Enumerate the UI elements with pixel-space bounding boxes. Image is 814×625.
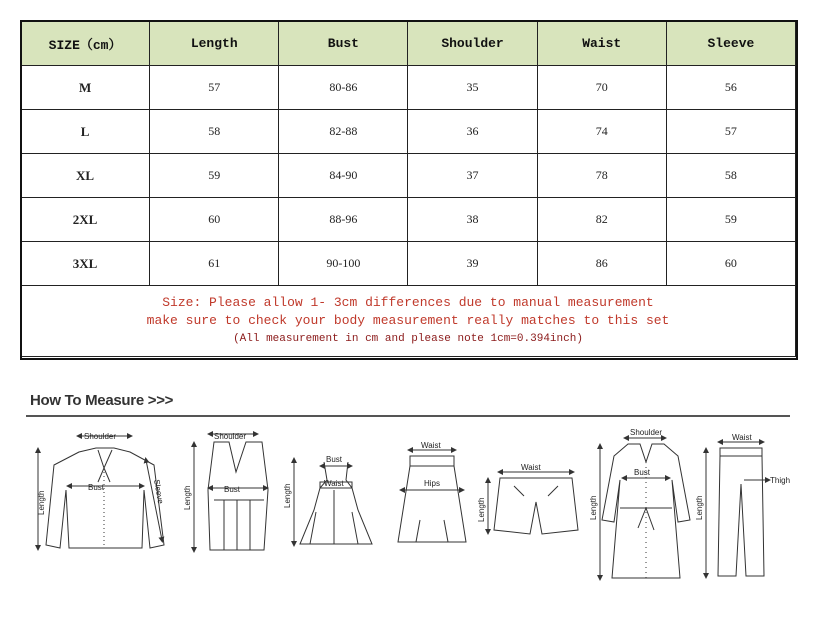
label-waist-3: Waist [324, 479, 344, 488]
size-cell: 2XL [21, 198, 150, 242]
label-length-1: Length [37, 490, 46, 515]
size-cell: 3XL [21, 242, 150, 286]
waist-cell: 70 [537, 66, 666, 110]
label-shoulder-1: Shoulder [84, 432, 117, 441]
table-row [21, 110, 796, 154]
label-waist-5: Waist [521, 463, 541, 472]
length-cell: 60 [150, 198, 279, 242]
label-thigh-7: Thigh [770, 476, 791, 485]
table-row [21, 198, 796, 242]
length-cell: 58 [150, 110, 279, 154]
sleeve-cell: 59 [666, 198, 795, 242]
bust-cell: 90-100 [279, 242, 408, 286]
table-row [21, 66, 796, 110]
skirt-diagram [398, 450, 466, 542]
sleeve-cell: 60 [666, 242, 795, 286]
bust-cell: 82-88 [279, 110, 408, 154]
trousers-diagram [706, 442, 768, 576]
label-hips-4: Hips [424, 479, 441, 488]
label-bust-3: Bust [326, 455, 343, 464]
label-bust-1: Bust [88, 483, 105, 492]
header-length: Length [150, 21, 279, 66]
bust-cell: 80-86 [279, 66, 408, 110]
shoulder-cell: 35 [408, 66, 537, 110]
label-length-2: Length [183, 485, 192, 510]
header-size: SIZE（cm） [21, 21, 150, 66]
header-bust: Bust [279, 21, 408, 66]
waist-cell: 86 [537, 242, 666, 286]
size-cell: XL [21, 154, 150, 198]
label-length-6: Length [589, 495, 598, 520]
size-cell: M [21, 66, 150, 110]
length-cell: 59 [150, 154, 279, 198]
label-shoulder-2: Shoulder [214, 432, 247, 441]
waist-cell: 74 [537, 110, 666, 154]
sleeve-cell: 57 [666, 110, 795, 154]
header-sleeve: Sleeve [666, 21, 795, 66]
section-divider [26, 415, 790, 417]
label-bust-6: Bust [634, 468, 651, 477]
measurement-note [21, 286, 796, 357]
table-row [21, 242, 796, 286]
shorts-diagram [488, 472, 578, 534]
label-length-7: Length [695, 495, 704, 520]
bust-cell: 88-96 [279, 198, 408, 242]
shoulder-cell: 39 [408, 242, 537, 286]
note-line-1: Size: Please allow 1- 3cm differences due to manual measurement [162, 295, 654, 310]
table-header-row [21, 21, 796, 66]
note-row [21, 286, 796, 357]
bust-cell: 84-90 [279, 154, 408, 198]
header-shoulder: Shoulder [408, 21, 537, 66]
waist-cell: 78 [537, 154, 666, 198]
label-waist-7: Waist [732, 433, 752, 442]
label-sleeve-1: Sleeve [152, 478, 166, 505]
label-waist-4: Waist [421, 441, 441, 450]
shoulder-cell: 38 [408, 198, 537, 242]
label-length-3: Length [283, 483, 292, 508]
garment-diagrams [24, 420, 794, 610]
waist-cell: 82 [537, 198, 666, 242]
shoulder-cell: 36 [408, 110, 537, 154]
blouse-diagram [38, 436, 164, 548]
dress-diagram [294, 460, 372, 544]
shoulder-cell: 37 [408, 154, 537, 198]
table-row [21, 154, 796, 198]
label-length-5: Length [477, 497, 486, 522]
sleeve-cell: 56 [666, 66, 795, 110]
how-to-measure-figures [24, 420, 794, 610]
size-cell: L [21, 110, 150, 154]
length-cell: 57 [150, 66, 279, 110]
note-line-2: make sure to check your body measurement really matches to this set [146, 313, 670, 328]
sleeve-cell: 58 [666, 154, 795, 198]
coat-diagram [600, 438, 690, 578]
header-waist: Waist [537, 21, 666, 66]
label-shoulder-6: Shoulder [630, 428, 663, 437]
length-cell: 61 [150, 242, 279, 286]
note-line-3: (All measurement in cm and please note 1cm=0.394inch) [233, 333, 583, 345]
label-bust-2: Bust [224, 485, 241, 494]
how-to-measure-title: How To Measure >>> [30, 392, 174, 409]
size-chart-table [20, 20, 796, 357]
